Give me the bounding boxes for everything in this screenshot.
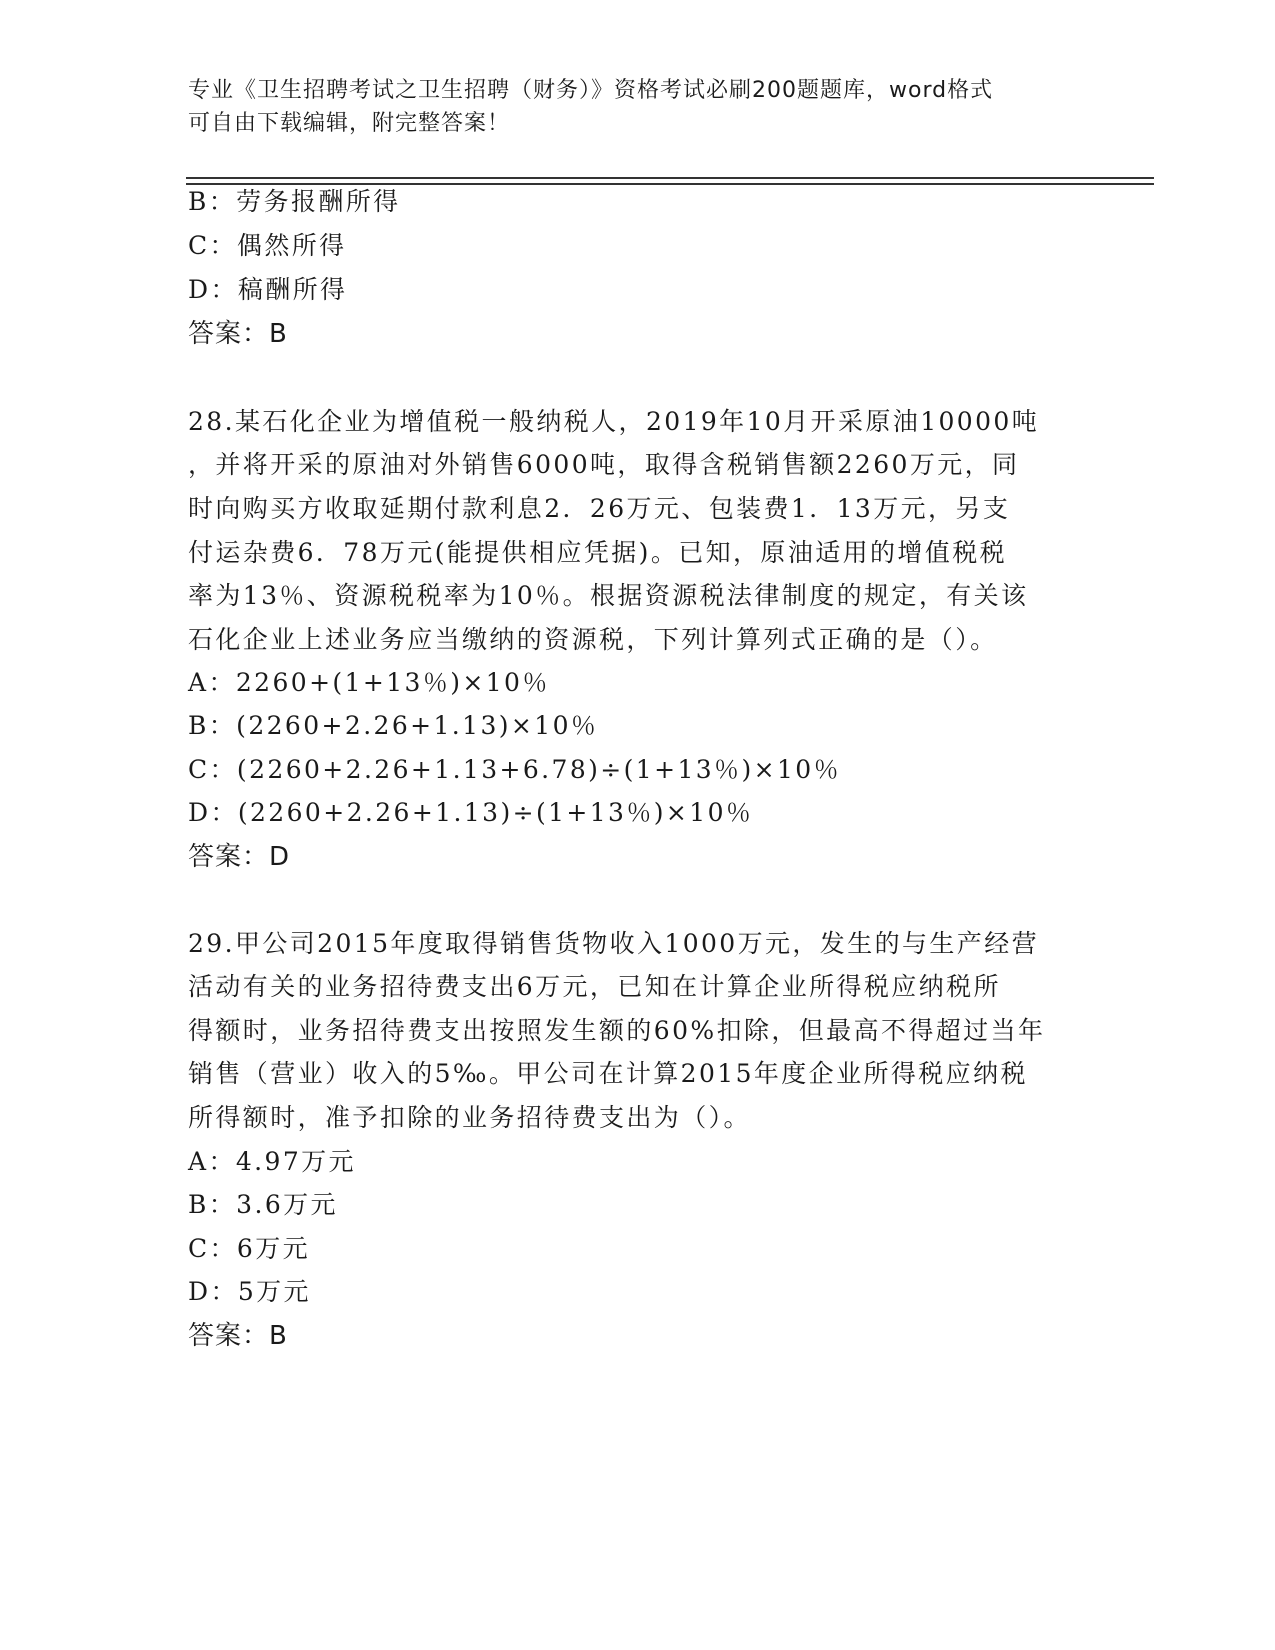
q28-text-line-3: 时向购买方收取延期付款利息2．26万元、包装费1．13万元，另支 — [188, 494, 1011, 523]
q29-text-line-1: 29.甲公司2015年度取得销售货物收入1000万元，发生的与生产经营 — [188, 929, 1040, 958]
q27-option-d: D：稿酬所得 — [188, 275, 348, 304]
q27-option-b: B：劳务报酬所得 — [188, 187, 401, 216]
q29-text-line-2: 活动有关的业务招待费支出6万元，已知在计算企业所得税应纳税所 — [188, 972, 1001, 1001]
q28-option-c: C：(2260+2.26+1.13+6.78)÷(1+13％)×10％ — [188, 755, 841, 784]
q29-answer: 答案：B — [188, 1321, 288, 1351]
q28-answer: 答案：D — [188, 842, 291, 872]
q29-option-d: D：5万元 — [188, 1277, 311, 1306]
q29-text-line-5: 所得额时，准予扣除的业务招待费支出为（）。 — [188, 1103, 751, 1132]
q29-option-b: B：3.6万元 — [188, 1190, 338, 1219]
q28-option-d: D：(2260+2.26+1.13)÷(1+13％)×10％ — [188, 798, 754, 827]
header-divider-bottom — [186, 183, 1154, 185]
q28-option-a: A：2260+(1+13％)×10％ — [188, 668, 550, 697]
q28-text-line-1: 28.某石化企业为增值税一般纳税人，2019年10月开采原油10000吨 — [188, 407, 1040, 436]
q28-text-line-6: 石化企业上述业务应当缴纳的资源税，下列计算列式正确的是（）。 — [188, 625, 998, 654]
header-line-2: 可自由下载编辑，附完整答案！ — [188, 111, 511, 136]
q29-text-line-3: 得额时，业务招待费支出按照发生额的60%扣除，但最高不得超过当年 — [188, 1016, 1046, 1045]
q27-answer: 答案：B — [188, 319, 288, 349]
q29-option-a: A：4.97万元 — [188, 1147, 356, 1176]
q27-option-c: C：偶然所得 — [188, 231, 347, 260]
q28-option-b: B：(2260+2.26+1.13)×10％ — [188, 711, 599, 740]
header-divider-top — [186, 177, 1154, 179]
q28-text-line-2: ，并将开采的原油对外销售6000吨，取得含税销售额2260万元，同 — [188, 450, 1020, 479]
header-line-1: 专业《卫生招聘考试之卫生招聘（财务）》资格考试必刷200题题库，word格式 — [188, 78, 994, 103]
document-header — [188, 74, 1068, 140]
q28-text-line-4: 付运杂费6．78万元(能提供相应凭据)。已知，原油适用的增值税税 — [188, 538, 1008, 567]
q29-text-line-4: 销售（营业）收入的5‰。甲公司在计算2015年度企业所得税应纳税 — [188, 1059, 1028, 1088]
q29-option-c: C：6万元 — [188, 1234, 311, 1263]
q28-text-line-5: 率为13％、资源税税率为10％。根据资源税法律制度的规定，有关该 — [188, 581, 1029, 610]
